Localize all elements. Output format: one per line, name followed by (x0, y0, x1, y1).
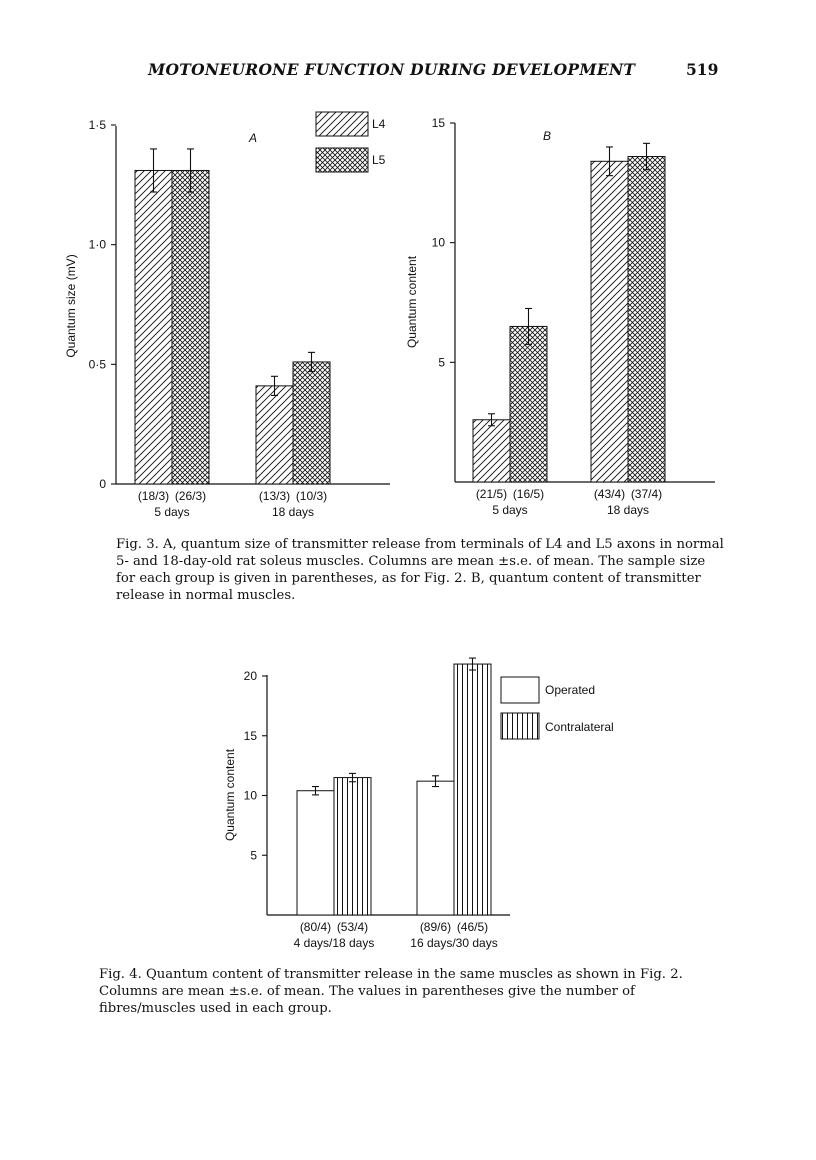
y-tick-label: 15 (431, 116, 445, 130)
x-category-label: 18 days (271, 505, 315, 519)
legend-operated-swatch (501, 677, 539, 703)
sample-size-label: (10/3) (295, 489, 328, 503)
legend-l5-label: L5 (372, 153, 386, 167)
x-category-label: 5 days (492, 503, 528, 517)
bar-operated (297, 791, 334, 915)
bar-l4 (256, 386, 293, 484)
caption-line: Fig. 4. Quantum content of transmitter release in the same muscles as shown in Fig. 2. (99, 967, 683, 982)
panel-b (405, 116, 715, 517)
legend-contralateral-label: Contralateral (545, 720, 614, 734)
panel-a-y-axis-label: Quantum size (mV) (64, 254, 78, 358)
y-tick-label: 5 (438, 355, 445, 370)
bar-l5 (510, 326, 547, 482)
y-tick-label: 15 (243, 728, 257, 743)
bar-operated (417, 781, 454, 915)
caption-line: Fig. 3. A, quantum size of transmitter release from terminals of L4 and L5 axons in normal (116, 537, 724, 552)
sample-size-label: (13/3) (258, 489, 291, 503)
bar-l5 (172, 170, 209, 484)
legend-l4-label: L4 (372, 117, 386, 131)
caption-line: release in normal muscles. (116, 588, 296, 603)
bar-contralateral (454, 664, 491, 915)
x-category-label: 4 days/18 days (293, 936, 375, 950)
panel-b-y-axis-label: Quantum content (405, 255, 419, 349)
caption-line: 5- and 18-day-old rat soleus muscles. Columns are mean ±s.e. of mean. The sample size (116, 554, 706, 569)
sample-size-label: (89/6) (419, 920, 452, 934)
panel-a-label: A (249, 131, 258, 145)
legend-operated-label: Operated (545, 683, 596, 697)
legend-l5-swatch (316, 148, 368, 172)
bar-l4 (591, 161, 628, 482)
bar-l5 (293, 362, 330, 484)
x-category-label: 18 days (606, 503, 650, 517)
x-category-label: 5 days (154, 505, 190, 519)
caption-line: for each group is given in parentheses, as for Fig. 2. B, quantum content of transmitter (116, 571, 701, 586)
bar-l5 (628, 157, 665, 482)
figure-3-caption (116, 536, 724, 604)
legend-l4-swatch (316, 112, 368, 136)
sample-size-label: (18/3) (137, 489, 170, 503)
caption-line: Columns are mean ±s.e. of mean. The values in parentheses give the number of (99, 984, 635, 999)
y-tick-label: 10 (431, 235, 445, 250)
sample-size-label: (53/4) (336, 920, 369, 934)
page-number: 519 (686, 60, 719, 79)
figure-4-caption (99, 966, 683, 1017)
sample-size-label: (46/5) (456, 920, 489, 934)
legend-contralateral-swatch (501, 713, 539, 739)
running-head: MOTONEURONE FUNCTION DURING DEVELOPMENT (148, 60, 636, 79)
bar-l4 (473, 420, 510, 482)
bar-l4 (135, 170, 172, 484)
y-tick-label: 0·5 (88, 357, 106, 372)
y-tick-label: 1·0 (88, 237, 106, 252)
y-tick-label: 20 (243, 669, 257, 683)
sample-size-label: (26/3) (174, 489, 207, 503)
x-category-label: 16 days/30 days (410, 936, 498, 950)
y-tick-label: 0 (99, 477, 106, 491)
y-tick-label: 10 (243, 788, 257, 803)
panel-a (64, 118, 390, 519)
legend-fig3 (316, 112, 386, 172)
sample-size-label: (21/5) (475, 487, 508, 501)
figure-3 (0, 0, 816, 530)
panel-b-label: B (543, 129, 552, 143)
sample-size-label: (37/4) (630, 487, 663, 501)
fig4-y-axis-label: Quantum content (223, 748, 237, 842)
bar-contralateral (334, 778, 371, 915)
sample-size-label: (80/4) (299, 920, 332, 934)
caption-line: fibres/muscles used in each group. (99, 1001, 332, 1016)
figure-4-chart (223, 658, 510, 950)
y-tick-label: 5 (250, 848, 257, 863)
y-tick-label: 1·5 (88, 118, 106, 132)
legend-fig4 (501, 677, 614, 739)
sample-size-label: (16/5) (512, 487, 545, 501)
sample-size-label: (43/4) (593, 487, 626, 501)
